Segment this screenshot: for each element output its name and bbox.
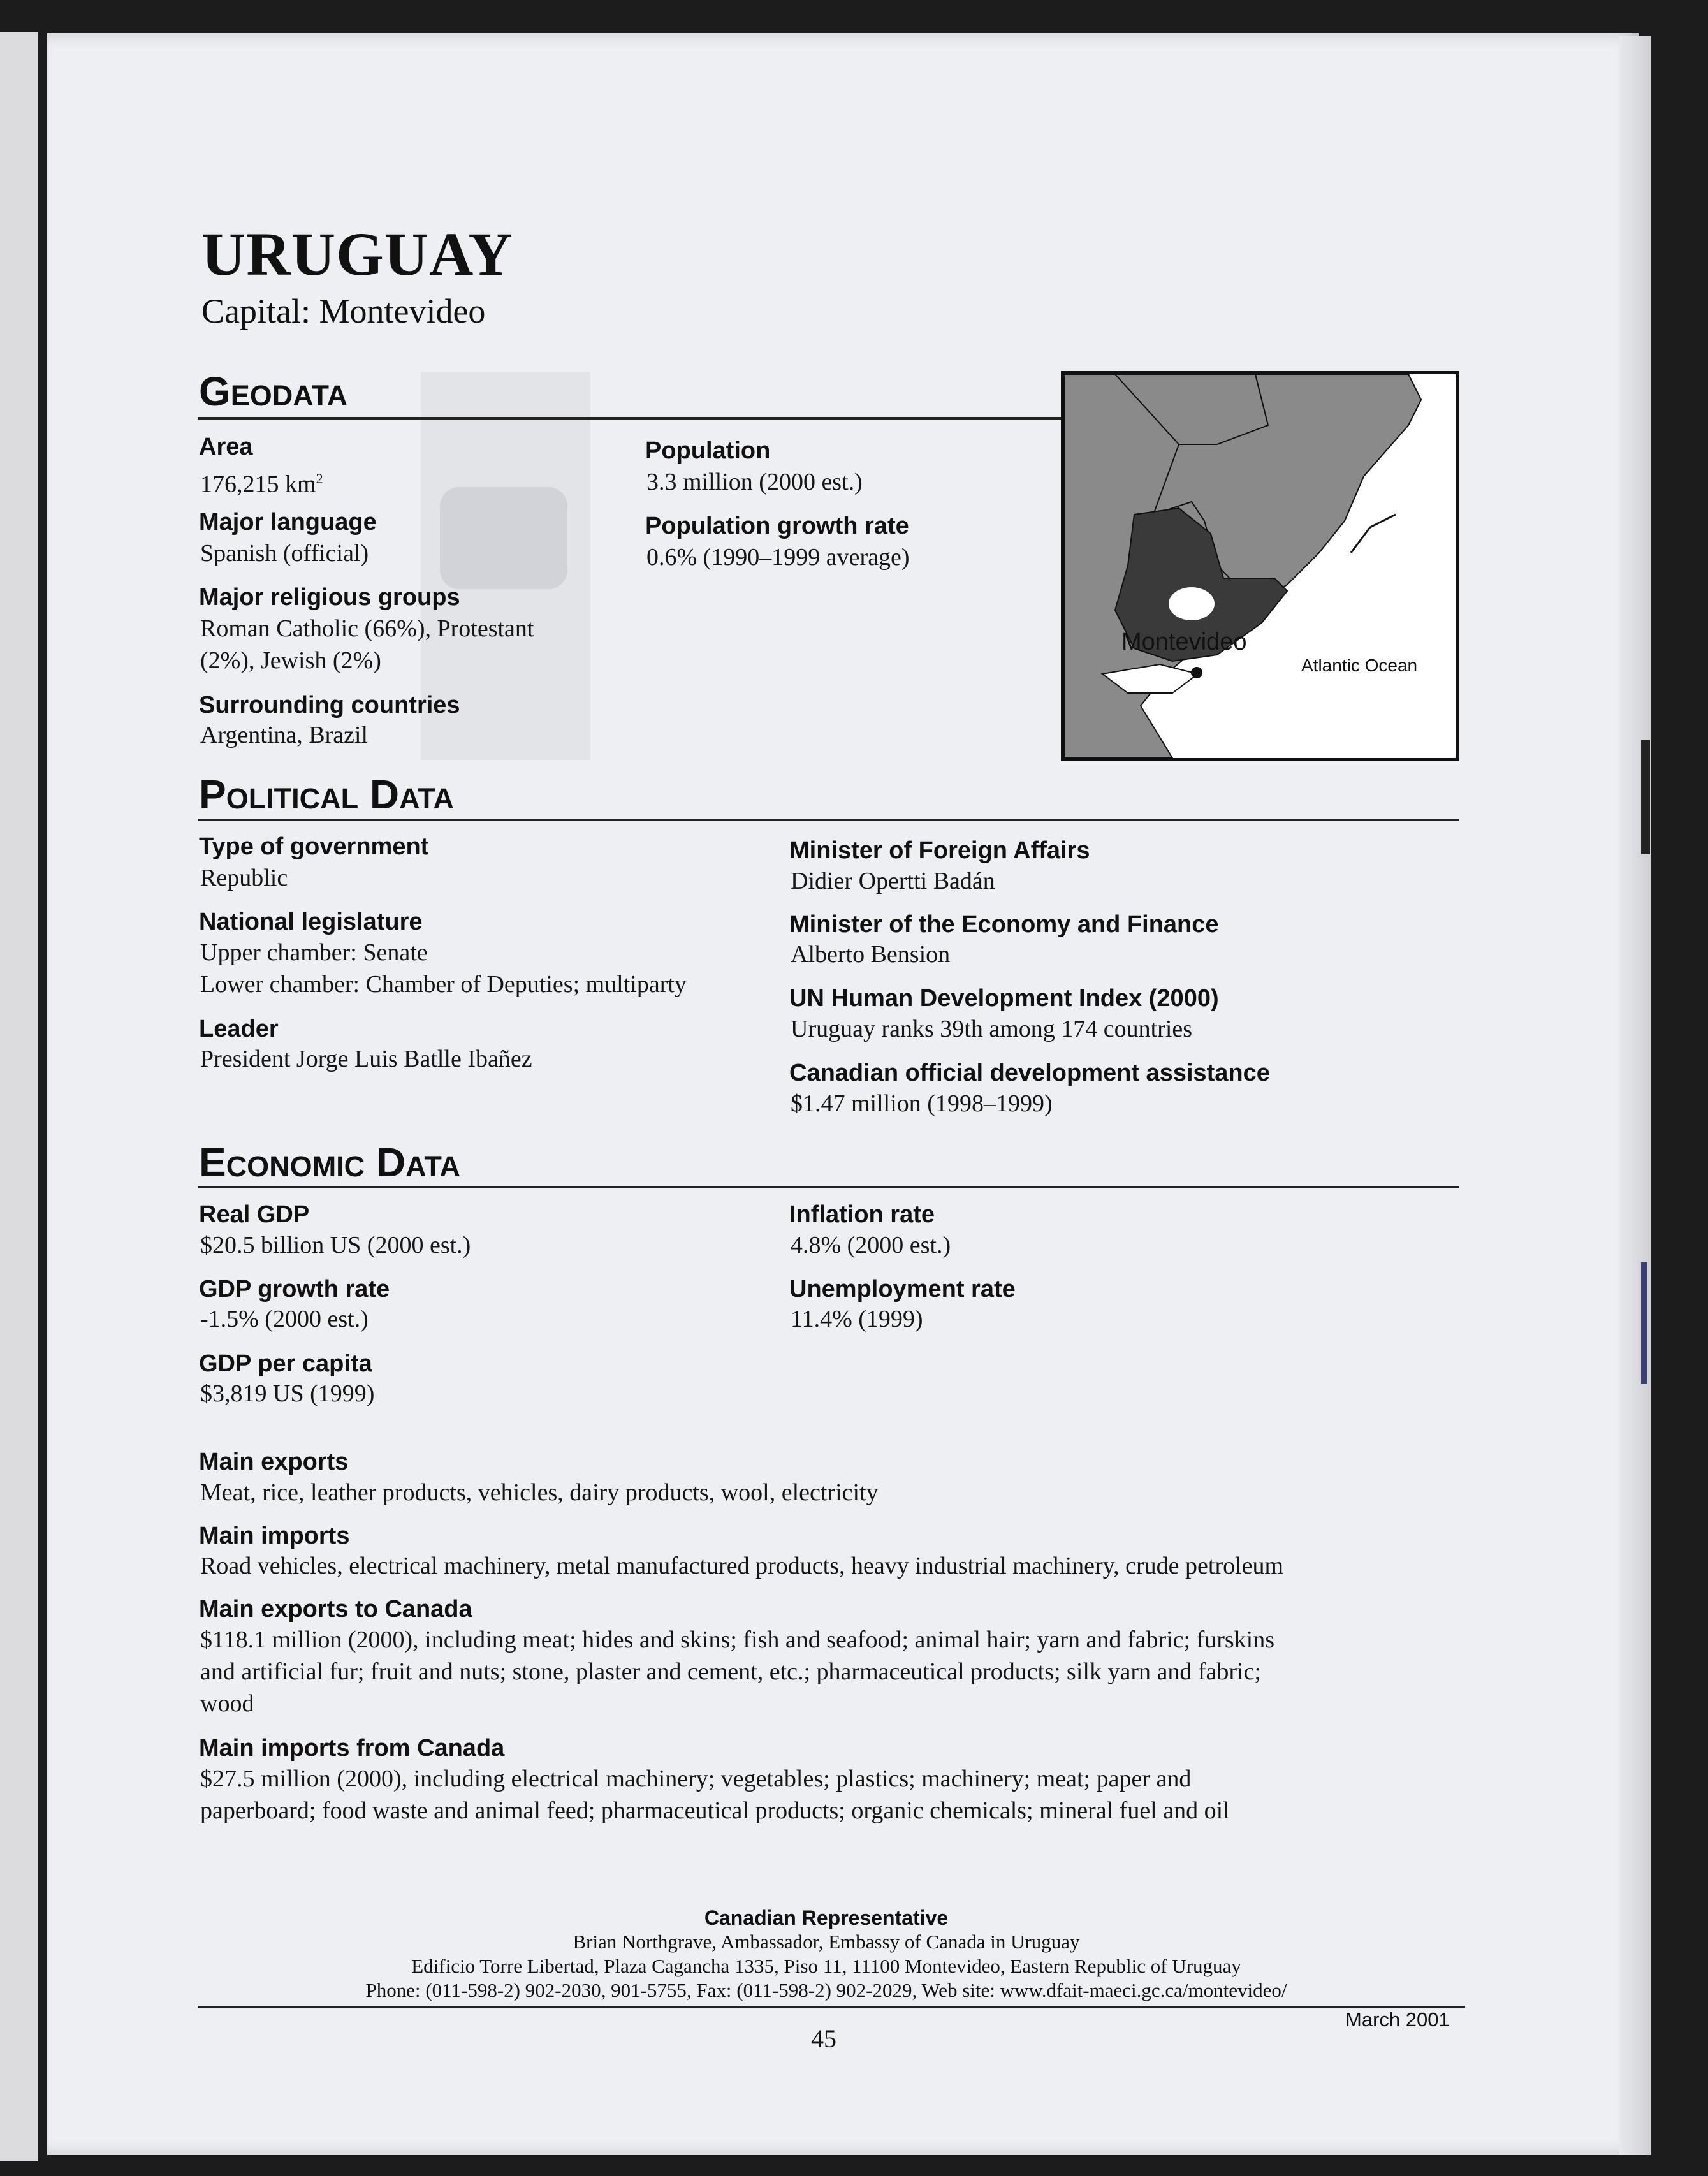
uruguay-map [1061,371,1459,761]
area-label: Area [199,434,253,460]
gdp-growth-value: -1.5% (2000 est.) [200,1306,369,1333]
economic-rule [198,1186,1459,1188]
religion-label: Major religious groups [199,584,460,611]
growth-label: Population growth rate [645,513,909,539]
foreign-minister-label: Minister of Foreign Affairs [789,837,1090,864]
area-text: 176,215 km [200,471,316,498]
surrounding-value: Argentina, Brazil [200,722,369,748]
surrounding-label: Surrounding countries [199,692,460,719]
economy-minister-value: Alberto Bension [791,941,951,968]
rep-title: Canadian Representative [704,1906,949,1929]
government-value: Republic [200,865,288,891]
population-value: 3.3 million (2000 est.) [646,469,863,495]
map-graphic [1064,374,1456,758]
exports-canada-line2: and artificial fur; fruit and nuts; stone, plaster and cement, etc.; pharmaceutical products; silk yarn and fabric; [200,1658,1262,1685]
unemployment-value: 11.4% (1999) [791,1306,923,1333]
leader-value: President Jorge Luis Batlle Ibañez [200,1046,532,1072]
geodata-rule [198,417,1062,420]
language-value: Spanish (official) [200,540,369,567]
rep-line1: Brian Northgrave, Ambassador, Embassy of Canada in Uruguay [573,1931,1080,1953]
facing-page-edge [0,32,38,2161]
foreign-minister-value: Didier Opertti Badán [791,868,995,894]
growth-value: 0.6% (1990–1999 average) [646,544,910,571]
gdp-growth-label: GDP growth rate [199,1276,390,1303]
inflation-label: Inflation rate [789,1201,935,1228]
bleed-shape [440,487,567,589]
oda-label: Canadian official development assistance [789,1060,1270,1086]
economy-minister-label: Minister of the Economy and Finance [789,911,1219,938]
exports-label: Main exports [199,1449,349,1475]
political-heading: Political Data [199,771,454,817]
religion-value-line2: (2%), Jewish (2%) [200,647,381,674]
unemployment-label: Unemployment rate [789,1276,1016,1303]
imports-canada-line2: paperboard; food waste and animal feed; pharmaceutical products; organic chemicals; mineral fuel and oil [200,1797,1230,1824]
language-label: Major language [199,509,377,536]
map-city-label: Montevideo [1121,629,1247,655]
imports-label: Main imports [199,1522,350,1549]
gdp-capita-value: $3,819 US (1999) [200,1380,375,1407]
gdp-label: Real GDP [199,1201,310,1228]
imports-canada-label: Main imports from Canada [199,1735,505,1762]
area-value [200,463,323,500]
rep-line2: Edificio Torre Libertad, Plaza Cagancha 1335, Piso 11, 11100 Montevideo, Eastern Republic of Uruguay [411,1955,1241,1977]
oda-value: $1.47 million (1998–1999) [791,1090,1053,1117]
political-rule [198,819,1459,821]
exports-value: Meat, rice, leather products, vehicles, dairy products, wool, electricity [200,1479,879,1506]
inflation-value: 4.8% (2000 est.) [791,1232,951,1259]
population-label: Population [645,437,771,464]
footer-date: March 2001 [1345,2008,1450,2031]
montevideo-dot [1191,667,1202,678]
area-superscript: 2 [316,471,323,486]
economic-heading: Economic Data [199,1139,460,1185]
page-stack-edge [1619,36,1651,2155]
government-label: Type of government [199,833,429,860]
legislature-line1: Upper chamber: Senate [200,939,428,966]
legislature-label: National legislature [199,909,423,935]
religion-value-line1: Roman Catholic (66%), Protestant [200,615,534,642]
exports-canada-label: Main exports to Canada [199,1596,472,1623]
hdi-label: UN Human Development Index (2000) [789,985,1219,1012]
rep-line3: Phone: (011-598-2) 902-2030, 901-5755, Fax: (011-598-2) 902-2029, Web site: www.dfait-maeci.gc.ca/montevideo/ [365,1979,1287,2001]
binding-tab-blue [1641,1262,1647,1384]
leader-label: Leader [199,1016,279,1042]
capital-subtitle: Capital: Montevideo [201,292,486,330]
geodata-heading: Geodata [199,369,348,414]
country-title: URUGUAY [201,220,513,288]
footer-rule [198,2006,1465,2008]
map-lake [1169,587,1215,620]
gdp-value: $20.5 billion US (2000 est.) [200,1232,471,1259]
page-number: 45 [811,2024,836,2053]
exports-canada-line3: wood [200,1690,254,1717]
imports-value: Road vehicles, electrical machinery, metal manufactured products, heavy industrial machinery, crude petroleum [200,1552,1284,1579]
imports-canada-line1: $27.5 million (2000), including electrical machinery; vegetables; plastics; machinery; meat; paper and [200,1765,1192,1792]
exports-canada-line1: $118.1 million (2000), including meat; hides and skins; fish and seafood; animal hair; yarn and fabric; furskins [200,1626,1275,1653]
binding-tab [1641,740,1650,854]
legislature-line2: Lower chamber: Chamber of Deputies; multiparty [200,971,687,998]
gdp-capita-label: GDP per capita [199,1350,372,1377]
map-ocean-label: Atlantic Ocean [1301,655,1418,675]
hdi-value: Uruguay ranks 39th among 174 countries [791,1016,1193,1042]
